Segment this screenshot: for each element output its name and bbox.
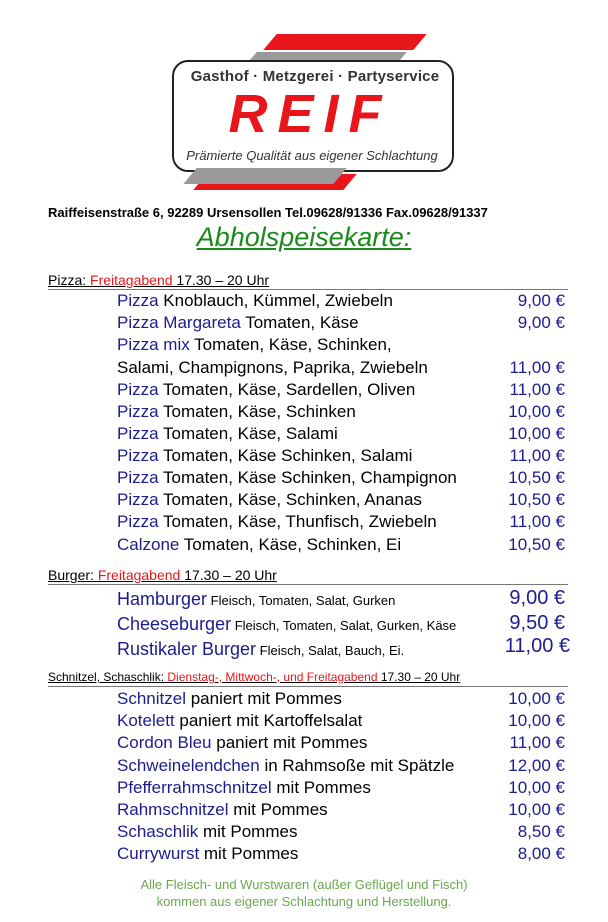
item-price: 10,00 € (508, 711, 565, 730)
item-price: 10,00 € (508, 402, 565, 421)
item-name: Rahmschnitzel (117, 800, 229, 819)
menu-item (117, 446, 565, 466)
logo-stripe-lower (183, 168, 346, 184)
menu-item (117, 512, 565, 532)
menu-item (117, 589, 565, 610)
item-desc: mit Pommes (271, 778, 371, 797)
item-desc: Tomaten, Käse, Salami (158, 424, 338, 443)
item-name: Pizza (117, 490, 159, 509)
item-price: 8,00 € (517, 844, 565, 863)
item-name: Calzone (117, 535, 180, 554)
item-desc: Salami, Champignons, Paprika, Zwiebeln (117, 358, 428, 377)
menu-item (117, 313, 565, 333)
item-name: Pfefferrahmschnitzel (117, 778, 272, 797)
logo-brand-name: REIF (228, 84, 392, 144)
menu-item (117, 614, 565, 635)
section-days: Freitagabend (97, 567, 181, 583)
logo-tagline-bottom: Prämierte Qualität aus eigener Schlachtung (186, 148, 438, 163)
logo-tagline-top: Gasthof · Metzgerei · Partyservice (190, 68, 440, 85)
menu-item (117, 756, 565, 776)
item-desc: Knoblauch, Kümmel, Zwiebeln (158, 291, 393, 310)
item-name: Pizza (117, 424, 159, 443)
item-name: Kotelett (117, 711, 175, 730)
item-price: 9,00 € (517, 291, 565, 310)
item-desc: Fleisch, Tomaten, Salat, Gurken, Käse (231, 618, 457, 633)
page-title: Abholspeisekarte: (196, 222, 412, 252)
item-desc: paniert mit Pommes (211, 733, 368, 752)
item-price: 11,00 € (509, 358, 565, 377)
item-name: Schaschlik (117, 822, 199, 841)
item-name: Pizza mix (117, 335, 190, 354)
item-desc: in Rahmsoße mit Spätzle (259, 756, 455, 775)
item-price: 11,00 € (509, 380, 565, 399)
item-name: Rustikaler Burger (117, 639, 257, 659)
item-desc: Tomaten, Käse Schinken, Champignon (158, 468, 457, 487)
section-days: Dienstag-, Mittwoch-, und Freitagabend (167, 670, 378, 684)
menu-item (117, 291, 565, 311)
item-name: Cheeseburger (117, 614, 232, 634)
menu-item (117, 800, 565, 820)
menu-item (117, 733, 565, 753)
item-desc: Tomaten, Käse, Schinken, Ei (179, 535, 402, 554)
item-desc: mit Pommes (228, 800, 328, 819)
menu-item (117, 380, 565, 400)
footer-line: Alle Fleisch- und Wurstwaren (außer Geflügel und Fisch) (140, 877, 468, 892)
menu-item (117, 844, 565, 864)
menu-item (117, 778, 565, 798)
section-label: Schnitzel, Schaschlik: (48, 670, 168, 684)
item-price: 11,00 € (504, 635, 570, 657)
item-price: 10,00 € (508, 689, 565, 708)
menu-item (117, 490, 565, 510)
item-name: Pizza (117, 402, 159, 421)
footer-note (0, 876, 608, 910)
item-desc: paniert mit Pommes (185, 689, 342, 708)
item-price: 12,00 € (508, 756, 565, 775)
item-name: Pizza (117, 468, 159, 487)
item-name: Schweinelendchen (117, 756, 260, 775)
item-desc: mit Pommes (198, 822, 298, 841)
section-title-burger (48, 567, 277, 583)
item-price: 10,00 € (508, 424, 565, 443)
item-price: 11,00 € (509, 512, 565, 531)
item-desc: paniert mit Kartoffelsalat (174, 711, 363, 730)
item-name: Schnitzel (117, 689, 186, 708)
footer-line: kommen aus eigener Schlachtung und Herstellung. (156, 894, 452, 909)
item-desc: mit Pommes (199, 844, 299, 863)
section-label: Pizza: (48, 272, 91, 288)
address-line: Raiffeisenstraße 6, 92289 Ursensollen Tel.09628/91336 Fax.09628/91337 (48, 205, 488, 220)
item-name: Pizza (117, 380, 159, 399)
menu-item-continued (117, 358, 565, 378)
section-divider (48, 584, 568, 585)
section-hours: 17.30 – 20 Uhr (377, 670, 461, 684)
item-price: 9,00 € (509, 587, 565, 609)
section-days: Freitagabend (90, 272, 173, 288)
section-label: Burger: (48, 567, 98, 583)
section-hours: 17.30 – 20 Uhr (180, 567, 277, 583)
menu-item (117, 822, 565, 842)
item-desc: Tomaten, Käse, Thunfisch, Zwiebeln (158, 512, 437, 531)
item-desc: Fleisch, Salat, Bauch, Ei. (256, 643, 405, 658)
section-divider (48, 686, 568, 687)
menu-item (117, 424, 565, 444)
section-title-schnitzel (48, 670, 460, 684)
item-price: 10,00 € (508, 778, 565, 797)
menu-item (117, 535, 565, 555)
item-price: 8,50 € (517, 822, 565, 841)
menu-item (117, 639, 565, 660)
item-price: 10,50 € (508, 490, 565, 509)
item-price: 11,00 € (509, 733, 565, 752)
item-name: Currywurst (117, 844, 200, 863)
item-price: 10,00 € (508, 800, 565, 819)
menu-item (117, 468, 565, 488)
item-price: 10,50 € (508, 468, 565, 487)
logo-stripe (263, 34, 426, 50)
item-name: Pizza (117, 291, 159, 310)
item-name: Hamburger (117, 589, 208, 609)
item-desc: Tomaten, Käse, Schinken, Ananas (158, 490, 422, 509)
restaurant-logo (160, 28, 450, 190)
item-name: Pizza (117, 446, 159, 465)
item-name: Pizza (117, 512, 159, 531)
item-price: 10,50 € (508, 535, 565, 554)
menu-item (117, 689, 565, 709)
item-desc: Tomaten, Käse, Schinken, (189, 335, 392, 354)
item-name: Pizza Margareta (117, 313, 241, 332)
item-desc: Tomaten, Käse, Sardellen, Oliven (158, 380, 416, 399)
item-desc: Tomaten, Käse, Schinken (158, 402, 356, 421)
section-title-pizza (48, 272, 269, 288)
item-price: 9,50 € (509, 612, 565, 634)
menu-item (117, 711, 565, 731)
item-name: Cordon Bleu (117, 733, 212, 752)
section-hours: 17.30 – 20 Uhr (172, 272, 270, 288)
section-divider (48, 289, 568, 290)
item-price: 11,00 € (509, 446, 565, 465)
menu-item (117, 335, 565, 355)
item-price: 9,00 € (517, 313, 565, 332)
item-desc: Fleisch, Tomaten, Salat, Gurken (207, 593, 396, 608)
item-desc: Tomaten, Käse (240, 313, 359, 332)
item-desc: Tomaten, Käse Schinken, Salami (158, 446, 413, 465)
menu-item (117, 402, 565, 422)
